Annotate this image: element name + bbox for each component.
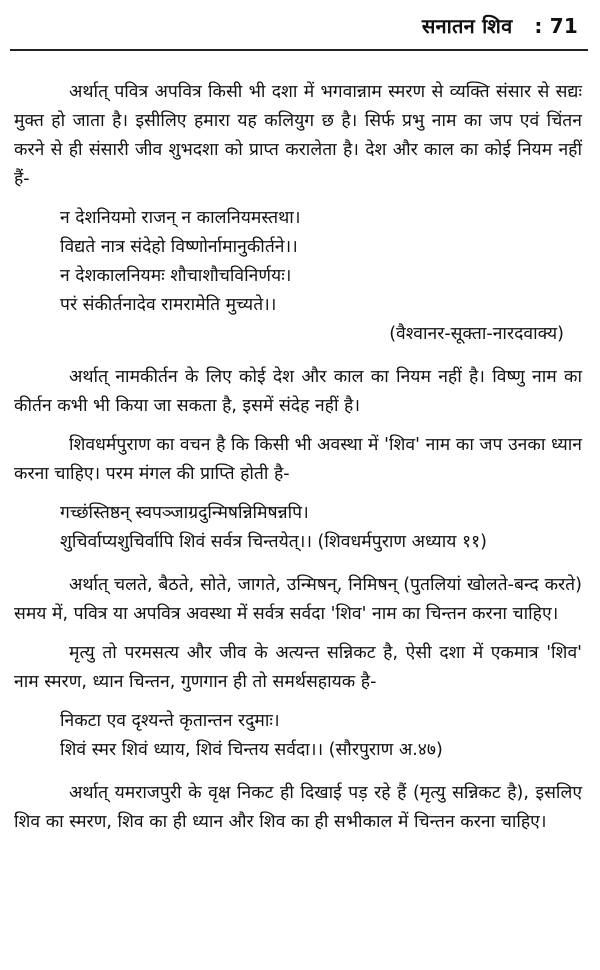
verse-2-line-2: शुचिर्वाप्यशुचिर्वापि शिवं सर्वत्र चिन्तयेत्।। (शिवधर्मपुराण अध्याय ११) bbox=[60, 532, 487, 552]
verse-1-line-1: न देशनियमो राजन् न कालनियमस्तथा। bbox=[60, 208, 301, 228]
page-number: : 71 bbox=[534, 14, 578, 38]
verse-block-2 bbox=[14, 499, 582, 557]
header-rule bbox=[10, 49, 588, 51]
verse-1-line-2: विद्यते नात्र संदेहो विष्णोर्नामानुकीर्तने।। bbox=[60, 237, 298, 257]
paragraph-3: शिवधर्मपुराण का वचन है कि किसी भी अवस्था में 'शिव' नाम का जप उनका ध्यान करना चाहिए। परम मंगल की प्राप्ति होती है- bbox=[14, 435, 582, 484]
verse-block-1 bbox=[14, 204, 582, 349]
running-header bbox=[422, 12, 578, 39]
body-text bbox=[14, 78, 582, 847]
verse-1-source: (वैश्वानर-सूक्ता-नारदवाक्य) bbox=[389, 324, 564, 344]
verse-3-line-2: शिवं स्मर शिवं ध्याय, शिवं चिन्तय सर्वदा।। (सौरपुराण अ.४७) bbox=[60, 740, 443, 760]
verse-2-line-1: गच्छंस्तिष्ठन् स्वपञ्जाग्रदुन्मिषन्निमिषन्नपि। bbox=[60, 503, 309, 523]
paragraph-2: अर्थात् नामकीर्तन के लिए कोई देश और काल का नियम नहीं है। विष्णु नाम का कीर्तन कभी भी किया जा सकता है, इसमें संदेह नहीं है। bbox=[14, 367, 582, 416]
header-title: सनातन शिव bbox=[421, 14, 513, 38]
paragraph-1: अर्थात् पवित्र अपवित्र किसी भी दशा में भगवान्नाम स्मरण से व्यक्ति संसार से सद्यः मुक्त हो जाता है। इसीलिए हमारा यह कलियुग छ है। सिर्फ प्रभु नाम का जप एवं चिंतन करने से ही संसारी जीव शुभदशा को प्राप्त करालेता है। देश और काल का कोई नियम नहीं हैं- bbox=[14, 82, 582, 189]
verse-1-line-3: न देशकालनियमः शौचाशौचविनिर्णयः। bbox=[60, 266, 292, 286]
paragraph-5: मृत्यु तो परमसत्य और जीव के अत्यन्त सन्निकट है, ऐसी दशा में एकमात्र 'शिव' नाम स्मरण, ध्यान चिन्तन, गुणगान ही तो समर्थसहायक है- bbox=[14, 643, 582, 692]
paragraph-4: अर्थात् चलते, बैठते, सोते, जागते, उन्मिषन्, निमिषन् (पुतलियां खोलते-बन्द करते) समय में, पवित्र या अपवित्र अवस्था में सर्वत्र सर्वदा 'शिव' नाम का चिन्तन करना चाहिए। bbox=[14, 575, 582, 624]
paragraph-6: अर्थात् यमराजपुरी के वृक्ष निकट ही दिखाई पड़ रहे हैं (मृत्यु सन्निकट है), इसलिए शिव का स्मरण, शिव का ही ध्यान और शिव का ही सभीकाल में चिन्तन करना चाहिए। bbox=[14, 783, 582, 832]
verse-3-line-1: निकटा एव दृश्यन्ते कृतान्तन रदुमाः। bbox=[60, 711, 280, 731]
verse-1-line-4: परं संकीर्तनादेव रामरामेति मुच्यते।। bbox=[60, 295, 277, 315]
verse-block-3 bbox=[14, 707, 582, 765]
